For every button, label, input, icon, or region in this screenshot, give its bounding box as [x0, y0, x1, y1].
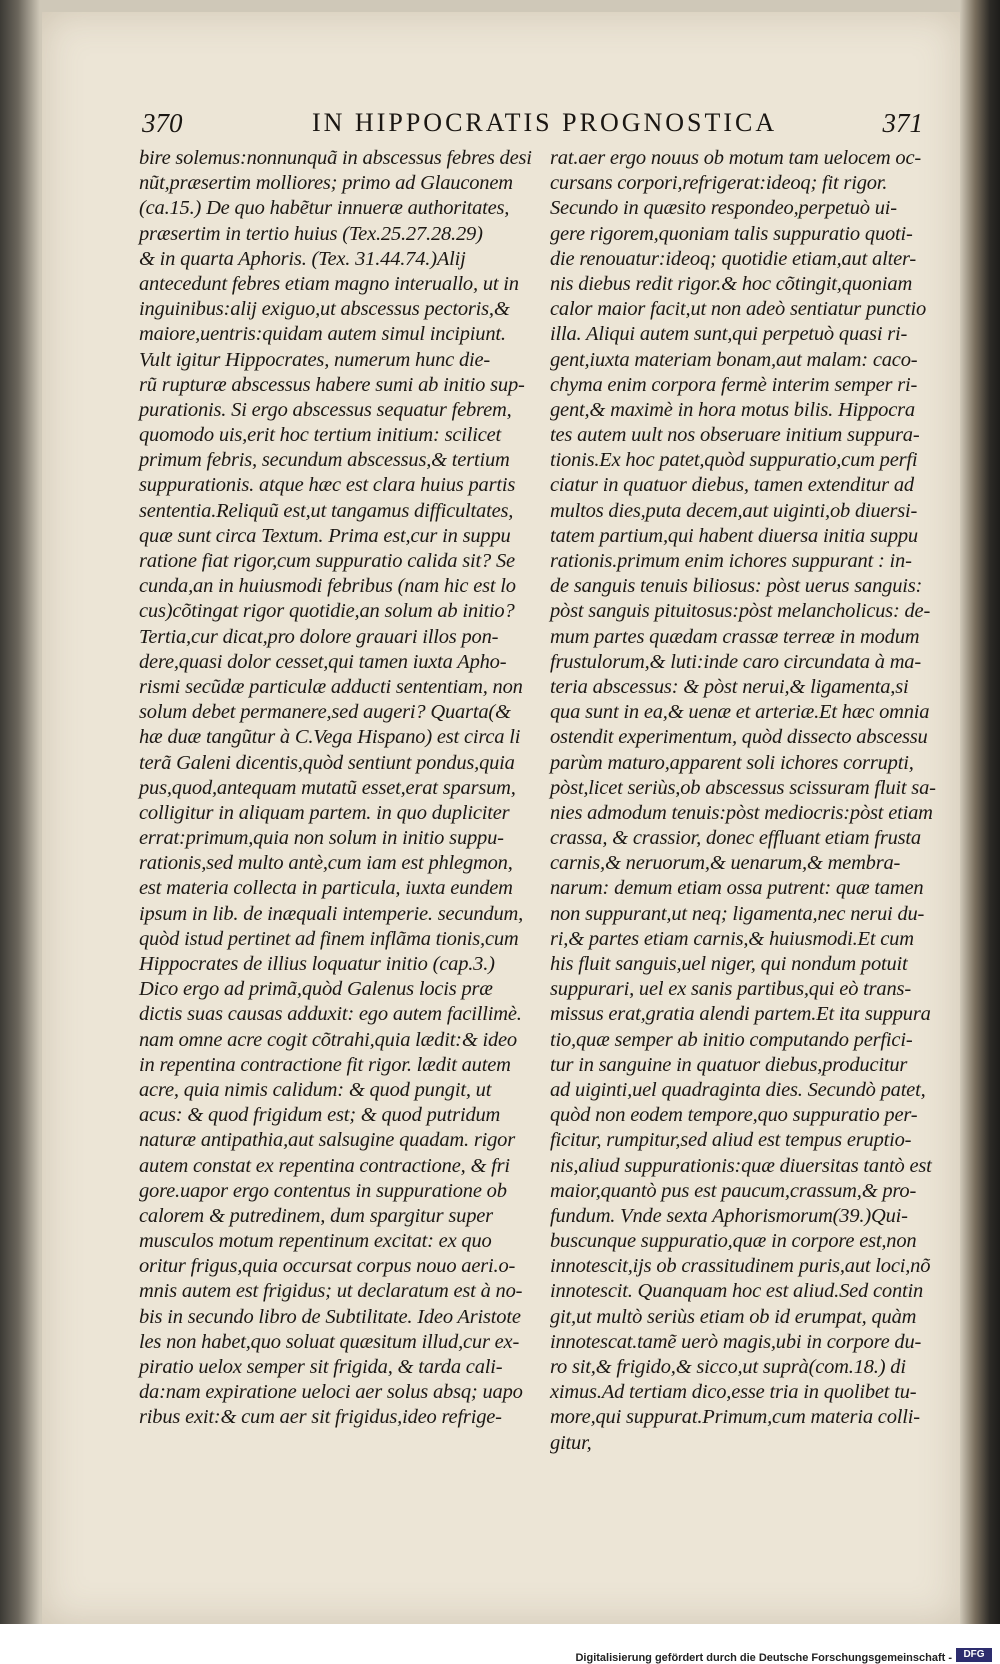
text-line: acre, quia nimis calidum: & quod pungit, ut: [139, 1078, 492, 1101]
text-line: ad uiginti,uel quadraginta dies. Secundò patet,: [550, 1078, 926, 1101]
text-line: antecedunt febres etiam magno interuallo, ut in: [139, 272, 519, 295]
text-line: acus: & quod frigidum est; & quod putridum: [139, 1104, 501, 1127]
text-line: calorem & putredinem, dum spargitur super: [139, 1204, 493, 1227]
text-line: innotescit,ijs ob crassitudinem puris,aut loci,nõ: [550, 1255, 931, 1278]
text-line: est materia collecta in particula, iuxta eundem: [139, 877, 513, 900]
text-line: ostendit experimentum, quòd dissecto abscessu: [550, 726, 928, 749]
text-line: nis diebus redit rigor.& hoc cõtingit,quoniam: [550, 272, 913, 295]
running-header: [42, 102, 960, 142]
text-line: cus)cõtingat rigor quotidie,an solum ab initio?: [139, 600, 515, 623]
text-line: parùm maturo,apparent soli ichores corrupti,: [550, 751, 914, 774]
text-line: rismi secũdæ particulæ adducti sententiam, non: [139, 675, 523, 698]
text-line: hæ duæ tangũtur à C.Vega Hispano) est circa li: [139, 726, 521, 749]
text-line: purationis. Si ergo abscessus sequatur febrem,: [139, 398, 512, 421]
text-line: Hippocrates de illius loquatur initio (cap.3.): [139, 953, 495, 975]
text-line: & in quarta Aphoris. (Tex. 31.44.74.)Alij: [139, 247, 466, 270]
text-line: rationis.primum enim ichores suppurant : in-: [550, 550, 912, 572]
text-line: de sanguis tenuis biliosus: pòst uerus sanguis:: [550, 575, 923, 598]
text-line: bis in secundo libro de Subtilitate. Ideo Aristote: [139, 1305, 521, 1328]
text-line: crassa, & crassior, donec effluant etiam frusta: [550, 827, 921, 850]
text-line: gore.uapor ergo contentus in suppuratione ob: [139, 1179, 507, 1202]
text-line: calor maior facit,ut non adeò sentiatur punctio: [550, 298, 927, 321]
left-text-column: [139, 146, 532, 1431]
text-line: les non habet,quo soluat quæsitum illud,cur ex-: [139, 1330, 520, 1353]
text-line: tur in sanguine in quatuor diebus,producitur: [550, 1053, 908, 1076]
dfg-logo: DFG: [956, 1648, 992, 1662]
text-line: innotescat.tamẽ uerò magis,ubi in corpore du-: [550, 1330, 922, 1353]
text-line: in repentina contractione fit rigor. lædit autem: [139, 1053, 511, 1076]
text-line: chyma enim corpora fermè interim semper ri-: [550, 373, 918, 396]
text-line: more,qui suppurat.Primum,cum materia colli-: [550, 1406, 920, 1429]
text-line: his fluit sanguis,uel niger, qui nondum potuit: [550, 953, 908, 975]
page-number-right: 371: [882, 108, 923, 138]
text-line: dere,quasi dolor cesset,qui tamen iuxta Apho-: [139, 650, 507, 673]
text-line: musculos motum repentinum excitat: ex quo: [139, 1230, 492, 1253]
text-line: buscunque suppuratio,quæ in corpore est,non: [550, 1230, 917, 1253]
text-line: Dico ergo ad primã,quòd Galenus locis præ: [139, 978, 493, 1001]
text-line: innotescit. Quanquam hoc est aliud.Sed contin: [550, 1280, 924, 1303]
text-line: carnis,& neruorum,& uenarum,& membra-: [550, 852, 901, 875]
text-line: nies admodum tenuis:pòst mediocris:pòst etiam: [550, 801, 933, 824]
text-line: suppurari, uel ex sanis partibus,qui eò trans-: [550, 978, 911, 1001]
text-line: (ca.15.) De quo habẽtur innueræ authoritates,: [139, 197, 510, 220]
text-line: colligitur in aliquam partem. in quo dupliciter: [139, 801, 510, 824]
text-line: Vult igitur Hippocrates, numerum hunc die-: [139, 348, 491, 371]
text-line: quomodo uis,erit hoc tertium initium: scilicet: [139, 424, 502, 447]
text-line: Secundo in quæsito respondeo,perpetuò ui-: [550, 197, 897, 220]
text-line: frustulorum,& luti:inde caro circundata à ma-: [550, 650, 921, 673]
text-line: missus erat,gratia alendi partem.Et ita suppura: [550, 1003, 931, 1026]
text-line: maiore,uentris:quidam autem simul incipiunt.: [139, 323, 506, 346]
text-line: ri,& partes etiam carnis,& huiusmodi.Et cum: [550, 927, 914, 950]
text-line: multos dies,puta decem,aut uiginti,ob diuersi-: [550, 499, 918, 522]
text-line: tionis.Ex hoc patet,quòd suppuratio,cum perfi: [550, 449, 918, 472]
text-line: nũt,præsertim molliores; primo ad Glauconem: [139, 172, 513, 195]
running-title: IN HIPPOCRATIS PROGNOSTICA: [312, 108, 778, 137]
text-line: ciatur in quatuor diebus, tamen extenditur ad: [550, 474, 914, 497]
text-line: nam omne acre cogit cõtrahi,quia lædit:& ideo: [139, 1028, 517, 1051]
text-line: autem constat ex repentina contractione, & fri: [139, 1154, 510, 1177]
text-line: rũ rupturæ abscessus habere sumi ab initio sup-: [139, 373, 525, 396]
text-line: git,ut multò seriùs etiam ob id erumpat, quàm: [550, 1305, 917, 1328]
text-line: dictis suas causas adduxit: ego autem facillimè.: [139, 1003, 522, 1026]
text-line: primum febris, secundum abscessus,& tertium: [139, 449, 510, 472]
text-line: nis,aliud suppurationis:quæ diuersitas tantò est: [550, 1154, 932, 1177]
text-line: die renouatur:ideoq; quotidie etiam,aut alter-: [550, 247, 916, 270]
text-line: ficitur, rumpitur,sed aliud est tempus eruptio-: [550, 1129, 912, 1152]
text-line: solum debet permanere,sed augeri? Quarta(&: [139, 701, 511, 724]
text-line: maior,quantò pus est paucum,crassum,& pro-: [550, 1179, 917, 1202]
text-line: sententia.Reliquũ est,ut tangamus difficultates,: [139, 499, 514, 522]
text-line: qua sunt in ea,& uenæ et arteriæ.Et hæc omnia: [550, 701, 930, 724]
text-line: præsertim in tertio huius (Tex.25.27.28.29): [139, 222, 483, 245]
text-line: suppurationis. atque hæc est clara huius partis: [139, 474, 516, 497]
text-line: cunda,an in huiusmodi febribus (nam hic est lo: [139, 575, 516, 598]
right-text-column: [550, 146, 936, 1456]
text-line: illa. Aliqui autem sunt,qui perpetuò quasi ri-: [550, 323, 908, 346]
text-line: Tertia,cur dicat,pro dolore grauari illos pon-: [139, 625, 499, 648]
page-number-left: 370: [142, 108, 183, 138]
text-line: rationis,sed multo antè,cum iam est phlegmon,: [139, 852, 513, 875]
text-line: bire solemus:nonnunquã in abscessus febres desi: [139, 147, 532, 169]
text-line: tes autem uult nos obseruare initium suppura-: [550, 424, 920, 447]
text-line: teria abscessus: & pòst nerui,& ligamenta,si: [550, 675, 909, 698]
text-line: fundum. Vnde sexta Aphorismorum(39.)Qui-: [550, 1204, 908, 1227]
text-line: naturæ antipathia,aut salsugine quadam. rigor: [139, 1129, 515, 1152]
digitization-credit: Digitalisierung gefördert durch die Deutsche Forschungsgemeinschaft -: [575, 1652, 952, 1664]
text-line: mum partes quædam crassæ terreæ in modum: [550, 625, 920, 648]
text-line: mnis autem est frigidus; ut declaratum est à no-: [139, 1280, 523, 1303]
text-line: da:nam expiratione ueloci aer solus absq; uapo: [139, 1381, 523, 1404]
text-line: non suppurant,ut neq; ligamenta,nec nerui du-: [550, 902, 925, 925]
text-line: gere rigorem,quoniam talis suppuratio quoti-: [550, 222, 913, 245]
text-line: ro sit,& frigido,& sicco,ut suprà(com.18.) di: [550, 1356, 906, 1378]
text-line: inguinibus:alij exiguo,ut abscessus pectoris,&: [139, 298, 510, 321]
text-line: tatem partium,qui habent diuersa initia suppu: [550, 524, 918, 547]
text-line: oritur frigus,quia occursat corpus nouo aeri.o-: [139, 1255, 516, 1278]
text-line: ribus exit:& cum aer sit frigidus,ideo refrige-: [139, 1406, 502, 1429]
text-line: pòst,licet seriùs,ob abscessus scissuram fluit sa-: [550, 776, 936, 799]
text-line: gent,& maximè in hora motus bilis. Hippocra: [550, 398, 915, 421]
text-line: ipsum in lib. de inæquali intemperie. secundum,: [139, 902, 524, 925]
text-line: gitur,: [550, 1431, 592, 1454]
text-line: pòst sanguis pituitosus:pòst melancholicus: de-: [550, 600, 931, 623]
text-line: ximus.Ad tertiam dico,esse tria in quolibet tu-: [550, 1381, 917, 1404]
text-line: quæ sunt circa Textum. Prima est,cur in suppu: [139, 524, 511, 547]
text-line: tio,quæ semper ab initio computando perfici-: [550, 1028, 913, 1051]
text-line: cursans corpori,refrigerat:ideoq; fit rigor.: [550, 172, 888, 195]
text-line: gent,iuxta materiam bonam,aut malam: caco-: [550, 348, 918, 371]
text-line: ratione fiat rigor,cum suppuratio calida sit? Se: [139, 550, 515, 572]
text-line: pus,quod,antequam mutatũ esset,erat sparsum,: [139, 776, 516, 799]
text-line: errat:primum,quia non solum in initio suppu-: [139, 827, 504, 850]
text-line: piratio uelox semper sit frigida, & tarda cali-: [139, 1356, 503, 1378]
text-line: rat.aer ergo nouus ob motum tam uelocem oc-: [550, 147, 921, 169]
book-page: [42, 12, 960, 1624]
text-line: quòd non eodem tempore,quo suppuratio per-: [550, 1104, 918, 1127]
text-line: terã Galeni dicentis,quòd sentiunt pondus,quia: [139, 751, 515, 774]
text-line: narum: demum etiam ossa putrent: quæ tamen: [550, 877, 924, 900]
text-line: quòd istud pertinet ad finem inflãma tionis,cum: [139, 927, 519, 950]
